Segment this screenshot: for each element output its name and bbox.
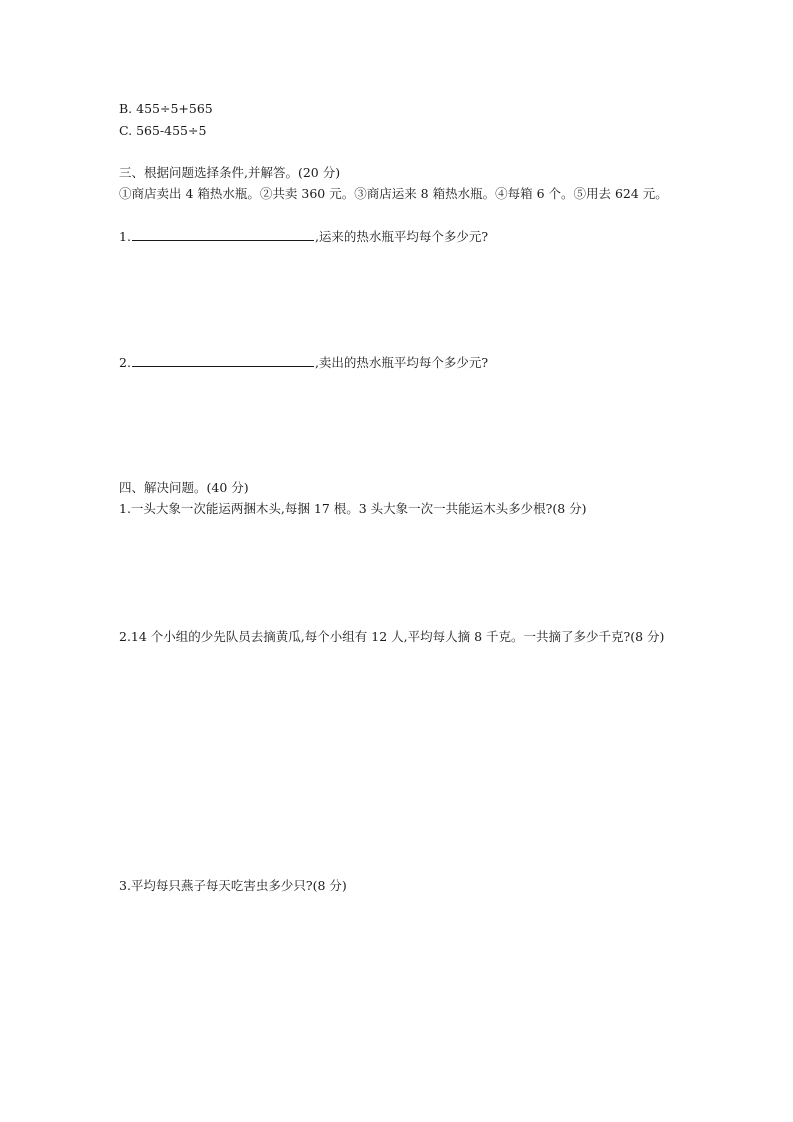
answer-blank[interactable] bbox=[132, 228, 314, 241]
question-number: 2. bbox=[119, 355, 131, 370]
section-4-heading: 四、解决问题。(40 分) bbox=[119, 480, 249, 495]
section-4-question-1: 1.一头大象一次能运两捆木头,每捆 17 根。3 头大象一次一共能运木头多少根?(8 分) bbox=[119, 501, 587, 516]
section-3-question-1 bbox=[119, 228, 488, 246]
question-text: ,运来的热水瓶平均每个多少元? bbox=[314, 229, 489, 244]
section-3-conditions: ①商店卖出 4 箱热水瓶。②共卖 360 元。③商店运来 8 箱热水瓶。④每箱 6 个。⑤用去 624 元。 bbox=[119, 186, 668, 201]
section-4-question-3: 3.平均每只燕子每天吃害虫多少只?(8 分) bbox=[119, 878, 347, 893]
option-c: C. 565-455÷5 bbox=[119, 123, 207, 138]
question-number: 1. bbox=[119, 229, 131, 244]
answer-blank[interactable] bbox=[132, 354, 314, 367]
question-text: ,卖出的热水瓶平均每个多少元? bbox=[314, 355, 489, 370]
section-3-heading: 三、根据问题选择条件,并解答。(20 分) bbox=[119, 165, 341, 180]
option-b: B. 455÷5+565 bbox=[119, 101, 213, 116]
section-3-question-2 bbox=[119, 354, 488, 372]
section-4-question-2: 2.14 个小组的少先队员去摘黄瓜,每个小组有 12 人,平均每人摘 8 千克。一共摘了多少千克?(8 分) bbox=[119, 629, 665, 644]
